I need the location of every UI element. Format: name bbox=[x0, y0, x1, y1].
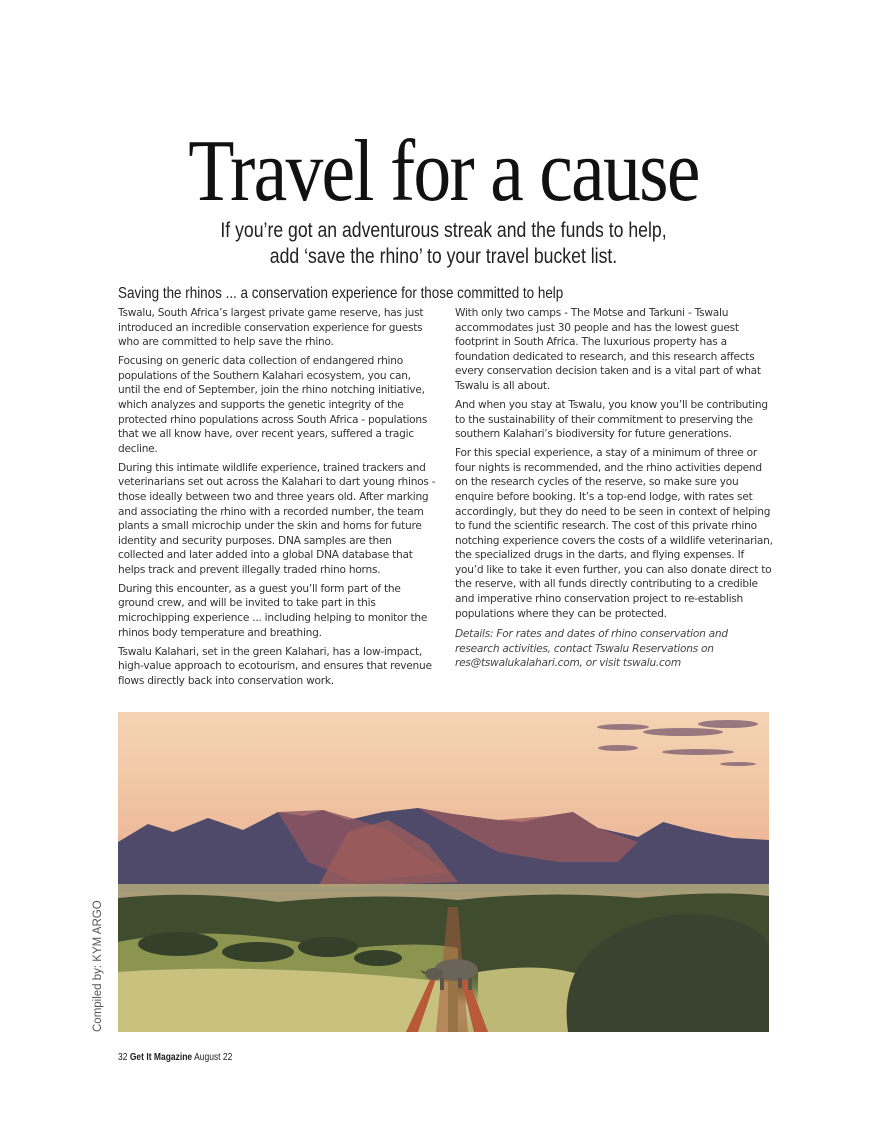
right-column bbox=[455, 306, 773, 675]
paragraph: For this special experience, a stay of a minimum of three or four nights is recommended, and the rhino activities depend on the research cycles of the reserve, so make sure you enquire before booking. It’s a top-end lodge, with rates set accordingly, but they do need to be seen in context of helping to fund the scientific research. The cost of this private rhino notching experience covers the costs of a wildlife veterinarian, the specialized drugs in the darts, and flying expenses. If you’d like to take it even further, you can also donate direct to the reserve, with all funds directly contributing to a credible and imperative rhino conservation project to re-establish populations where they can be protected. bbox=[455, 447, 773, 620]
standfirst bbox=[71, 218, 816, 270]
paragraph: Tswalu, South Africa’s largest private game reserve, has just introduced an incredible conservation experience for guests who are committed to help save the rhino. bbox=[118, 307, 424, 349]
paragraph: And when you stay at Tswalu, you know you’ll be contributing to the sustainability of their commitment to preserving the southern Kalahari’s biodiversity for future generations. bbox=[455, 398, 768, 441]
standfirst-line-2: add ‘save the rhino’ to your travel bucket list. bbox=[269, 245, 618, 268]
paragraph: Focusing on generic data collection of endangered rhino populations of the Southern Kalahari ecosystem, you can, until the end of September, join the rhino notching initiative, which analyzes and supports the genetic integrity of the protected rhino populations across South Africa - populations that we all know have, over recent years, suffered a tragic decline. bbox=[118, 355, 428, 455]
left-column bbox=[118, 306, 436, 693]
paragraph: With only two camps - The Motse and Tarkuni - Tswalu accommodates just 30 people and has the lowest guest footprint in South Africa. The luxurious property has a foundation dedicated to research, and this research affects every conservation decision taken and is a vital part of what Tswalu is all about. bbox=[455, 307, 761, 392]
rhino-landscape-photo bbox=[118, 712, 769, 1032]
compiled-by-credit: Compiled by: KYM ARGO bbox=[92, 900, 104, 1032]
article-subhead: Saving the rhinos ... a conservation experience for those committed to help bbox=[118, 285, 564, 302]
page-folio bbox=[118, 1052, 232, 1063]
paragraph: Tswalu Kalahari, set in the green Kalahari, has a low-impact, high-value approach to ecotourism, and ensures that revenue flows directly back into conservation work. bbox=[118, 645, 432, 687]
magazine-name: Get It Magazine bbox=[129, 1052, 193, 1063]
details-note: Details: For rates and dates of rhino conservation and research activities, contact Tswalu Reservations on res@tswalukalahari.com, or visit tswalu.com bbox=[455, 628, 728, 670]
page-number: 32 bbox=[118, 1052, 128, 1063]
issue-date: August 22 bbox=[194, 1052, 233, 1063]
article-title: Travel for a cause bbox=[188, 123, 699, 220]
standfirst-line-1: If you’re got an adventurous streak and the funds to help, bbox=[220, 219, 667, 242]
paragraph: During this encounter, as a guest you’ll form part of the ground crew, and will be invited to take part in this microchipping experience ... including helping to monitor the rhinos body temperature and breathing. bbox=[118, 582, 428, 639]
paragraph: During this intimate wildlife experience, trained trackers and veterinarians set out across the Kalahari to dart young rhinos - those ideally between two and three years old. After marking and associating the rhino with a recorded number, the team plants a small microchip under the skin and horns for future identity and security purposes. DNA samples are then collected and later added into a global DNA database that helps track and prevent illegally traded rhino horns. bbox=[118, 461, 436, 576]
landscape-illustration bbox=[118, 712, 769, 1032]
